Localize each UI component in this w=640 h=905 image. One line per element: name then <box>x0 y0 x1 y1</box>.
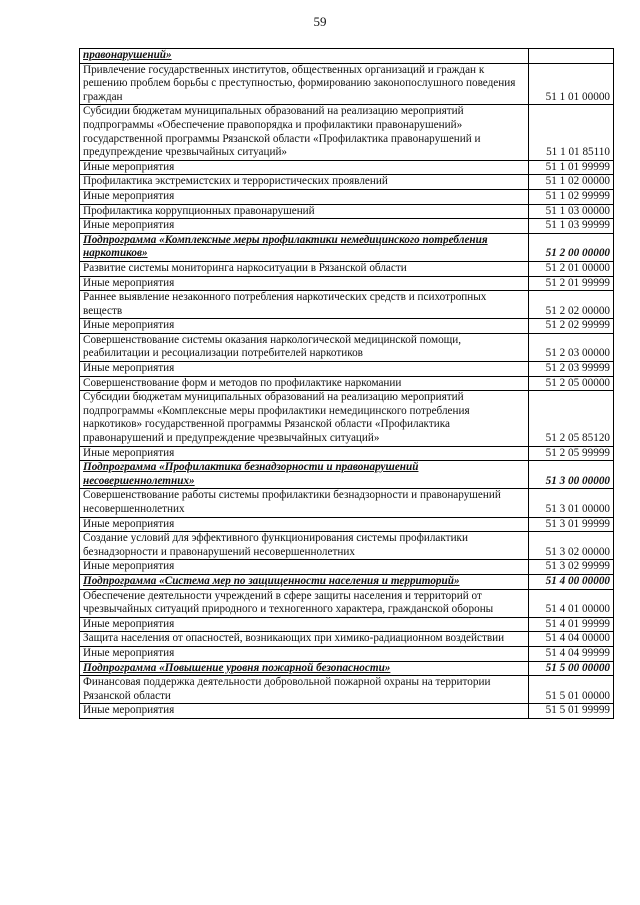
table-row <box>80 632 614 647</box>
row-name: Иные мероприятия <box>80 160 529 175</box>
row-name: Подпрограмма «Система мер по защищенности населения и территорий» <box>80 574 529 589</box>
row-code: 51 2 02 00000 <box>529 291 614 319</box>
subprogram-row <box>80 233 614 261</box>
row-code: 51 5 01 99999 <box>529 704 614 719</box>
row-name: Совершенствование системы оказания наркологической медицинской помощи, реабилитации и ресоциализации потребителей наркотиков <box>80 333 529 361</box>
table-row <box>80 532 614 560</box>
row-name: Иные мероприятия <box>80 189 529 204</box>
row-code: 51 3 02 00000 <box>529 532 614 560</box>
row-name: Совершенствование форм и методов по профилактике наркомании <box>80 376 529 391</box>
row-code: 51 3 02 99999 <box>529 560 614 575</box>
row-name: Иные мероприятия <box>80 446 529 461</box>
table-row <box>80 276 614 291</box>
row-code: 51 3 01 99999 <box>529 517 614 532</box>
row-name: правонарушений» <box>80 49 529 64</box>
table-row <box>80 362 614 377</box>
table-row <box>80 704 614 719</box>
row-name: Иные мероприятия <box>80 319 529 334</box>
row-name: Иные мероприятия <box>80 219 529 234</box>
row-name: Подпрограмма «Профилактика безнадзорности и правонарушений несовершеннолетних» <box>80 461 529 489</box>
table-row <box>80 291 614 319</box>
row-name: Иные мероприятия <box>80 560 529 575</box>
row-code: 51 2 02 99999 <box>529 319 614 334</box>
row-name: Иные мероприятия <box>80 704 529 719</box>
row-code: 51 2 03 99999 <box>529 362 614 377</box>
row-code: 51 2 00 00000 <box>529 233 614 261</box>
row-code: 51 2 05 99999 <box>529 446 614 461</box>
row-name: Привлечение государственных институтов, общественных организаций и граждан к решению проблем борьбы с преступностью, формированию законопослушного поведения граждан <box>80 63 529 105</box>
row-name: Профилактика коррупционных правонарушений <box>80 204 529 219</box>
row-code: 51 2 05 85120 <box>529 391 614 446</box>
row-code: 51 4 01 99999 <box>529 617 614 632</box>
table-row <box>80 489 614 517</box>
budget-classification-table <box>79 48 614 719</box>
table-row <box>80 105 614 160</box>
table-row <box>80 617 614 632</box>
row-name: Раннее выявление незаконного потребления наркотических средств и психотропных веществ <box>80 291 529 319</box>
row-name: Финансовая поддержка деятельности добровольной пожарной охраны на территории Рязанской области <box>80 676 529 704</box>
table-row <box>80 517 614 532</box>
table-row <box>80 560 614 575</box>
table-row <box>80 391 614 446</box>
table-row <box>80 589 614 617</box>
row-name: Защита населения от опасностей, возникающих при химико-радиационном воздействии <box>80 632 529 647</box>
row-code: 51 1 03 00000 <box>529 204 614 219</box>
row-code: 51 2 01 00000 <box>529 261 614 276</box>
row-code: 51 1 01 99999 <box>529 160 614 175</box>
row-name: Развитие системы мониторинга наркоситуации в Рязанской области <box>80 261 529 276</box>
subprogram-row <box>80 49 614 64</box>
table-row <box>80 189 614 204</box>
page-number: 59 <box>313 14 327 29</box>
table-row <box>80 446 614 461</box>
table-body <box>80 49 614 719</box>
row-name: Иные мероприятия <box>80 617 529 632</box>
row-code: 51 2 01 99999 <box>529 276 614 291</box>
row-name: Субсидии бюджетам муниципальных образований на реализацию мероприятий подпрограммы «Обеспечение правопорядка и профилактики правонарушений» государственной программы Рязанской области «Профилактика правонарушений и предупреждение чрезвычайных ситуаций» <box>80 105 529 160</box>
row-code: 51 4 04 99999 <box>529 646 614 661</box>
row-code: 51 3 00 00000 <box>529 461 614 489</box>
table-row <box>80 319 614 334</box>
row-code <box>529 49 614 64</box>
table-row <box>80 261 614 276</box>
table-row <box>80 160 614 175</box>
row-code: 51 4 01 00000 <box>529 589 614 617</box>
subprogram-row <box>80 661 614 676</box>
table-row <box>80 63 614 105</box>
table-row <box>80 646 614 661</box>
row-code: 51 5 01 00000 <box>529 676 614 704</box>
row-name: Обеспечение деятельности учреждений в сфере защиты населения и территорий от чрезвычайных ситуаций природного и техногенного характера, гражданской обороны <box>80 589 529 617</box>
row-name: Подпрограмма «Комплексные меры профилактики немедицинского потребления наркотиков» <box>80 233 529 261</box>
row-code: 51 1 02 99999 <box>529 189 614 204</box>
row-name: Иные мероприятия <box>80 646 529 661</box>
row-code: 51 1 01 00000 <box>529 63 614 105</box>
row-name: Создание условий для эффективного функционирования системы профилактики безнадзорности и правонарушений несовершеннолетних <box>80 532 529 560</box>
row-name: Профилактика экстремистских и террористических проявлений <box>80 175 529 190</box>
row-code: 51 3 01 00000 <box>529 489 614 517</box>
table-row <box>80 204 614 219</box>
row-name: Иные мероприятия <box>80 517 529 532</box>
row-code: 51 4 04 00000 <box>529 632 614 647</box>
row-name: Иные мероприятия <box>80 362 529 377</box>
table-row <box>80 219 614 234</box>
row-code: 51 5 00 00000 <box>529 661 614 676</box>
row-name: Совершенствование работы системы профилактики безнадзорности и правонарушений несовершеннолетних <box>80 489 529 517</box>
table-row <box>80 175 614 190</box>
table-row <box>80 333 614 361</box>
row-code: 51 2 03 00000 <box>529 333 614 361</box>
table-row <box>80 676 614 704</box>
row-name: Подпрограмма «Повышение уровня пожарной безопасности» <box>80 661 529 676</box>
subprogram-row <box>80 461 614 489</box>
row-code: 51 4 00 00000 <box>529 574 614 589</box>
row-code: 51 1 01 85110 <box>529 105 614 160</box>
row-code: 51 1 02 00000 <box>529 175 614 190</box>
row-name: Субсидии бюджетам муниципальных образований на реализацию мероприятий подпрограммы «Комплексные меры профилактики немедицинского потребления наркотиков» государственной программы Рязанской области «Профилактика правонарушений и предупреждение чрезвычайных ситуаций» <box>80 391 529 446</box>
table-row <box>80 376 614 391</box>
subprogram-row <box>80 574 614 589</box>
row-name: Иные мероприятия <box>80 276 529 291</box>
row-code: 51 1 03 99999 <box>529 219 614 234</box>
row-code: 51 2 05 00000 <box>529 376 614 391</box>
